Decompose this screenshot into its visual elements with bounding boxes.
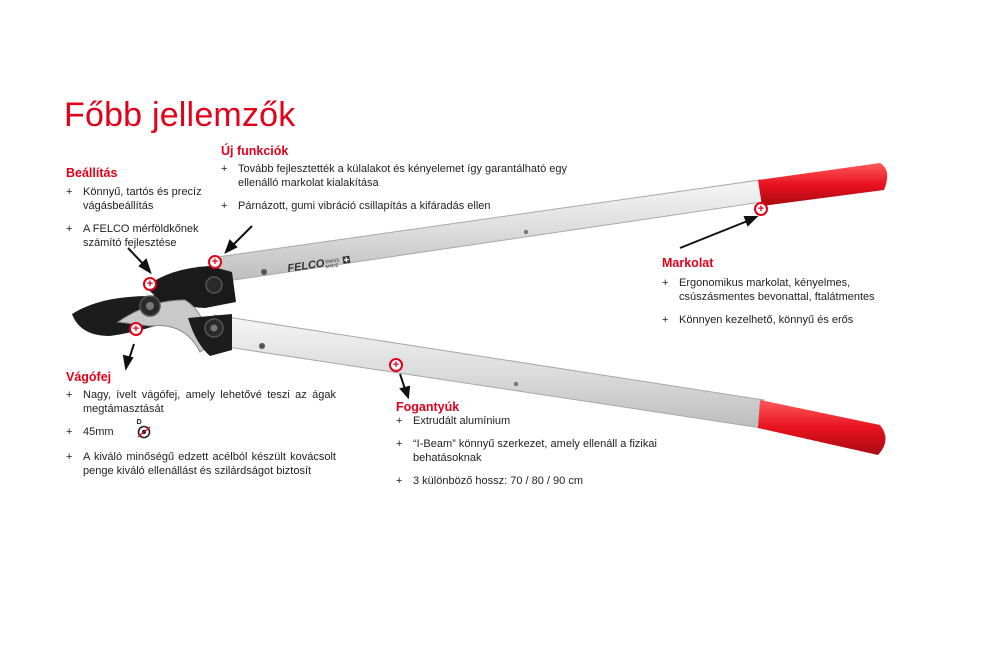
- brand-name: FELCO: [286, 257, 326, 275]
- diameter-label: D: [136, 419, 142, 427]
- lower-grip: [758, 400, 886, 455]
- cut-diameter-icon: [135, 419, 155, 439]
- list-item: + Ergonomikus markolat, kényelmes, csúszásmentes bevonattal, ftalátmentes: [662, 276, 892, 304]
- hotspot-new-features[interactable]: +: [208, 255, 222, 269]
- section-heading-new-features: Új funkciók: [221, 144, 289, 158]
- list-item: + “I-Beam” könnyű szerkezet, amely ellenáll a fizikai behatásoknak: [396, 437, 666, 465]
- page-title: Főbb jellemzők: [64, 96, 296, 134]
- grip-list: [662, 276, 892, 336]
- list-item: + Nagy, ívelt vágófej, amely lehetővé teszi az ágak megtámasztását: [66, 388, 336, 416]
- section-heading-handles: Fogantyúk: [396, 400, 460, 414]
- hotspot-cutting-head[interactable]: +: [129, 322, 143, 336]
- brand-badge-line2: MADE: [325, 262, 339, 270]
- list-item: + 3 különböző hossz: 70 / 80 / 90 cm: [396, 474, 666, 488]
- hotspot-grip[interactable]: +: [754, 202, 768, 216]
- new-features-list: [221, 162, 591, 222]
- list-item: + A kiváló minőségű edzett acélból készült kovácsolt penge kiváló ellenállást és szilárdságot biztosít: [66, 450, 336, 478]
- section-heading-adjustment: Beállítás: [66, 166, 118, 180]
- hotspot-adjustment[interactable]: +: [143, 277, 157, 291]
- cutting-head-list: [66, 388, 336, 487]
- list-item: + Könnyen kezelhető, könnyű és erős: [662, 313, 892, 327]
- section-heading-grip: Markolat: [662, 256, 714, 270]
- list-item: + A FELCO mérföldkőnek számító fejlesztése: [66, 222, 226, 250]
- list-item: [66, 419, 336, 441]
- list-item: + Párnázott, gumi vibráció csillapítás a kifáradás ellen: [221, 199, 591, 213]
- list-item: + Tovább fejlesztették a külalakot és kényelemet így garantálható egy ellenálló markolat kialakítása: [221, 162, 591, 190]
- list-item: + Könnyű, tartós és precíz vágásbeállítás: [66, 185, 226, 213]
- adjustment-list: [66, 185, 226, 259]
- cut-capacity-value: 45mm: [83, 426, 114, 438]
- list-item: + Extrudált alumínium: [396, 414, 666, 428]
- upper-grip: [758, 163, 887, 206]
- section-heading-cutting-head: Vágófej: [66, 370, 112, 384]
- brand-badge-line1: SWISS: [324, 257, 340, 265]
- handles-list: [396, 414, 666, 497]
- hotspot-handles[interactable]: +: [389, 358, 403, 372]
